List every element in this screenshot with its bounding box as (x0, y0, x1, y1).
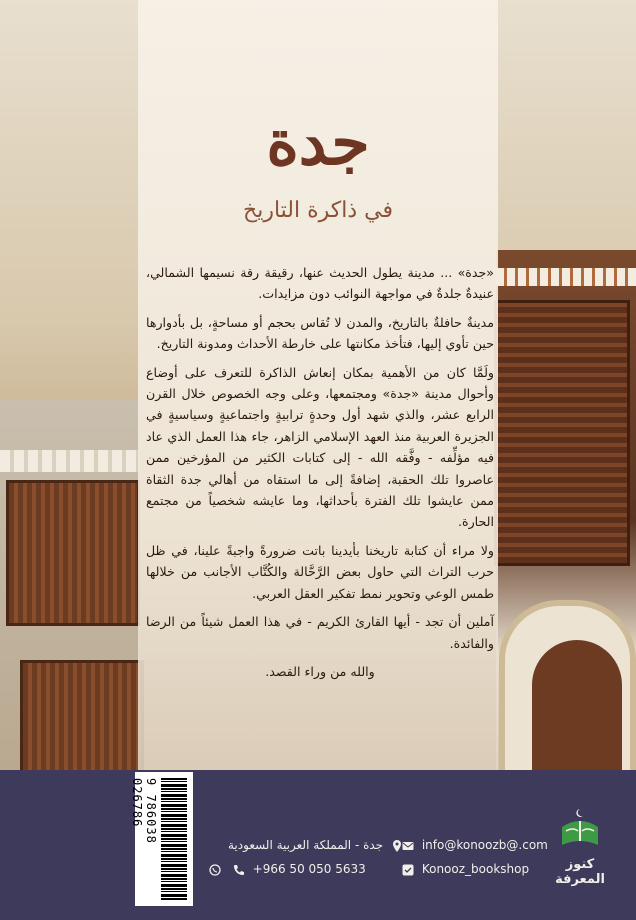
right-arch-door (532, 640, 622, 790)
publisher-logo (544, 805, 616, 887)
email-line (398, 838, 548, 852)
phone-line (205, 862, 366, 876)
social-line (398, 862, 529, 876)
left-roof-crenellation (0, 450, 140, 472)
email-text[interactable]: info@konoozb@.com (421, 838, 548, 852)
isbn-barcode (130, 772, 193, 906)
phone-text[interactable]: +966 50 050 5633 (252, 862, 366, 876)
blurb-paragraph: «جدة» ... مدينة يطول الحديث عنها، رقيقة رقة نسيمها الشمالي، عنيدةٌ جلدةٌ في مواجهة النوائب دون مزايدات. (146, 265, 494, 302)
phone-icon (233, 864, 245, 876)
barcode-lines (161, 778, 187, 900)
blurb-paragraph: ولا مراء أن كتابة تاريخنا بأيدينا باتت ضرورةً واجبةً علينا، في ظل حرب التراث التي حاول بعض الرَّحَّالة والكُتَّاب الأجانب من خلالها طمس الوعي وتحوير نمط تفكير العقل العربي. (146, 542, 494, 601)
whatsapp-icon (209, 864, 221, 876)
book-title: جدة (266, 106, 370, 179)
publisher-name: كنوز المعرفة (555, 857, 605, 887)
isbn-number: 9 786038 026786 (130, 778, 158, 844)
blurb-closing: والله من وراء القصد. (265, 663, 375, 679)
book-crescent-logo-icon (556, 805, 604, 853)
social-text[interactable]: Konooz_bookshop (421, 862, 530, 876)
right-roof-crenellation (496, 268, 636, 286)
blurb-text (146, 262, 494, 689)
book-subtitle: في ذاكرة التاريخ (243, 198, 393, 223)
left-rowshan-balcony (6, 480, 140, 626)
social-icon (402, 864, 414, 876)
blurb-paragraph: آملين أن تجد - أيها القارئ الكريم - في هذا العمل شيئاً من الرضا والفائدة. (146, 614, 494, 651)
blurb-paragraph: ولَمَّا كان من الأهمية بمكان إنعاش الذاكرة للتعرف على أوضاع وأحوال مدينة «جدة» ومجتمعها، وعلى وجه الخصوص خلال القرن الرابع عشر، والذي شهد أول وحدةٍ ترابيةٍ واجتماعيةٍ وسياسيةٍ في الجزيرة العربية منذ العهد الإسلامي الزاهر، جاء هذا العمل الذي عاد فيه مؤلِّفه - وفَّقه الله - إلى كتابات الكثير من المؤرخين ممن عاصروا تلك الحقبة، إضافةً إلى ما استقاه من أهالي جدة الثقاة ممن عايشوا تلك الفترة بأحداثها، وما عايشه شخصياً من مجتمع الحارة. (146, 364, 494, 530)
blurb-paragraph: مدينةٌ حافلةٌ بالتاريخ، والمدن لا تُقاس بحجم أو مساحةٍ، بل بأدوارها حين تأوي إليها، فتأخذ مكانتها على خارطة الأحداث ومدونة التاريخ. (146, 314, 494, 352)
address-line (228, 838, 407, 852)
email-icon (402, 840, 414, 852)
right-rowshan-balcony (494, 300, 630, 566)
address-text: جدة - المملكة العربية السعودية (228, 838, 384, 852)
